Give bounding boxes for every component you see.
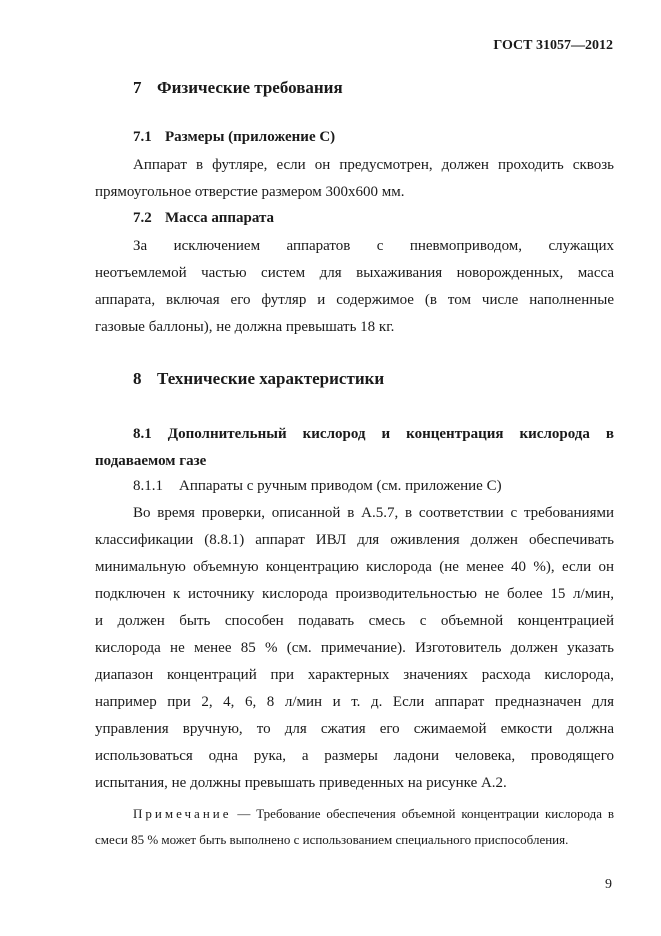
section-7-1-title: Размеры (приложение С) [165, 129, 336, 145]
paragraph-line: За исключением аппаратов с пневмоприводом, служащих [133, 238, 614, 254]
note-block [95, 801, 614, 853]
section-7-number: 7 [133, 78, 142, 97]
paragraph-line: испытания, не должны превышать приведенных на рисунке А.2. [95, 775, 507, 791]
paragraph-line: аппарата, включая его футляр и содержимое (в том числе наполненные [95, 292, 614, 308]
section-7-1-number: 7.1 [133, 129, 152, 145]
section-7-heading [133, 78, 343, 98]
paragraph-line: подключен к источнику кислорода производительностью не более 15 л/мин, [95, 586, 614, 602]
section-7-title: Физические требования [157, 78, 343, 97]
paragraph-line: например при 2, 4, 6, 8 л/мин и т. д. Если аппарат предназначен для [95, 694, 614, 710]
paragraph-line: кислорода не менее 85 % (см. примечание). Изготовитель должен указать [95, 640, 614, 656]
section-8-1-heading [95, 421, 614, 475]
section-7-1-heading [133, 129, 335, 146]
paragraph-line: неотъемлемой частью систем для выхаживания новорожденных, масса [95, 265, 614, 281]
paragraph-line: газовые баллоны), не должна превышать 18 кг. [95, 319, 395, 335]
section-8-1-1-heading [133, 473, 502, 500]
paragraph-line: минимальную объемную концентрацию кислорода (не менее 40 %), если он [95, 559, 614, 575]
section-7-2-heading [133, 210, 274, 227]
section-8-number: 8 [133, 369, 142, 388]
paragraph-line: управления вручную, то для сжатия его сжимаемой емкости должна [95, 721, 614, 737]
section-8-1-1-number: 8.1.1 [133, 478, 163, 494]
paragraph-line: классификации (8.8.1) аппарат ИВЛ для оживления должен обеспечивать [95, 532, 614, 548]
section-8-1-title-line: 8.1 Дополнительный кислород и концентрация кислорода в [133, 426, 614, 442]
note-label: Примечание [133, 806, 232, 821]
section-8-1-title-line: подаваемом газе [95, 453, 207, 469]
note-line: смеси 85 % может быть выполнено с использованием специального приспособления. [95, 832, 569, 847]
paragraph-line: использоваться одна рука, а размеры ладони человека, проводящего [95, 748, 614, 764]
section-7-2-paragraph [95, 233, 614, 341]
section-8-heading [133, 369, 384, 389]
paragraph-line: диапазон концентраций при характерных значениях расхода кислорода, [95, 667, 614, 683]
section-7-2-number: 7.2 [133, 210, 152, 226]
standard-header: ГОСТ 31057—2012 [493, 38, 613, 53]
note-text: — Требование обеспечения объемной концентрации кислорода в [237, 806, 615, 821]
section-8-1-1-paragraph [95, 500, 614, 797]
paragraph-line: прямоугольное отверстие размером 300х600 мм. [95, 184, 405, 200]
section-7-1-paragraph [95, 152, 614, 206]
page-number: 9 [605, 877, 612, 892]
note-line [95, 801, 614, 827]
section-7-2-title: Масса аппарата [165, 210, 274, 226]
section-8-1-1-title: Аппараты с ручным приводом (см. приложение С) [179, 478, 502, 494]
paragraph-line: Во время проверки, описанной в А.5.7, в соответствии с требованиями [133, 505, 614, 521]
section-8-title: Технические характеристики [157, 369, 385, 388]
paragraph-line: Аппарат в футляре, если он предусмотрен, должен проходить сквозь [133, 157, 614, 173]
paragraph-line: и должен быть способен подавать смесь с объемной концентрацией [95, 613, 614, 629]
